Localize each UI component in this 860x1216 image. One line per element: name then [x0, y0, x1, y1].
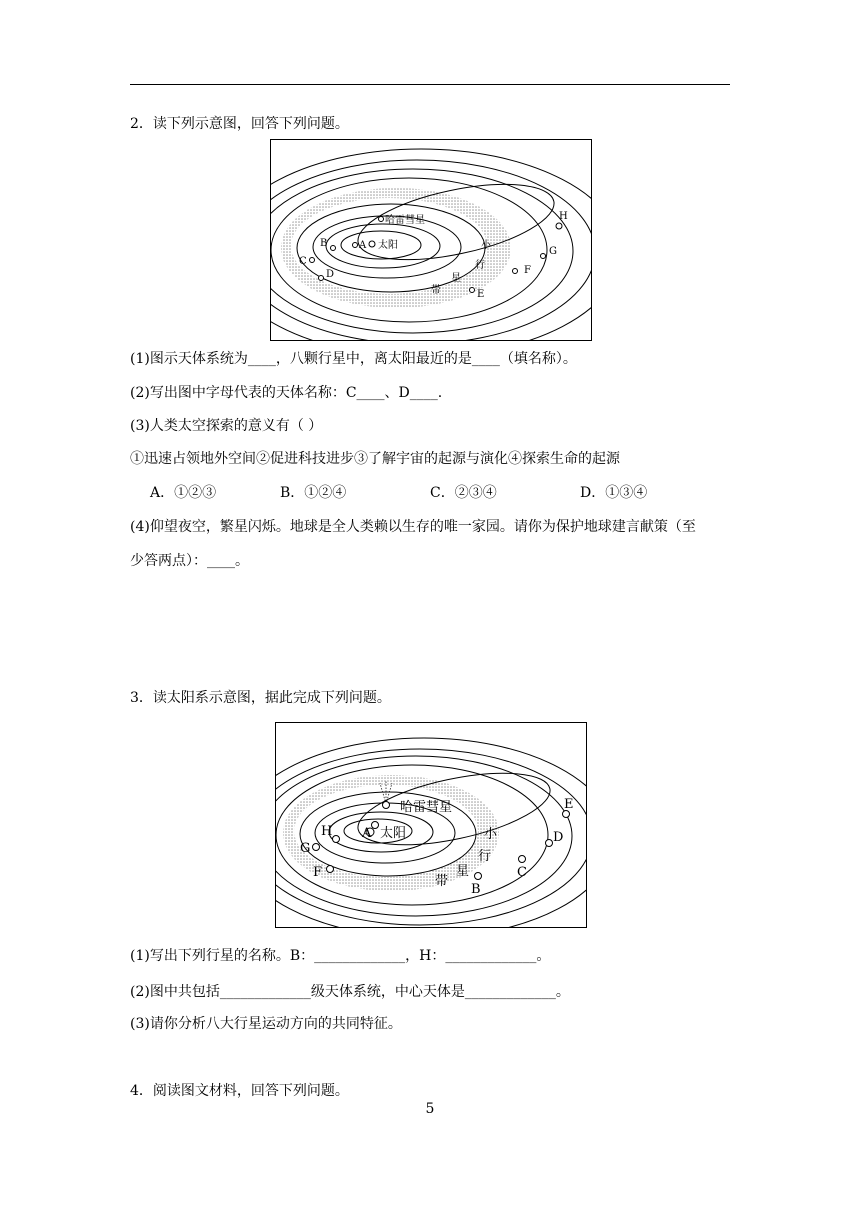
q2-part2: (2)写出图中字母代表的天体名称：C____、D____.	[130, 385, 443, 401]
planet-a	[372, 822, 379, 829]
label-g: G	[549, 246, 557, 257]
label-d: D	[326, 269, 335, 280]
q2-title: 2．读下列示意图，回答下列问题。	[130, 116, 349, 132]
q2-option-d[interactable]: D．①③④	[580, 485, 648, 501]
label-g: G	[300, 841, 311, 856]
q2-part3: (3)人类太空探索的意义有（ ）	[130, 418, 323, 434]
planet-d	[546, 840, 553, 847]
planet-g	[541, 254, 546, 259]
q2-part4-line1: (4)仰望夜空，繁星闪烁。地球是全人类赖以生存的唯一家园。请你为保护地球建言献策（至	[130, 519, 696, 535]
q3-part2: (2)图中共包括_____________级天体系统，中心天体是_____________。	[130, 984, 570, 1000]
label-e: E	[564, 797, 574, 812]
planet-a	[353, 243, 358, 248]
halley-comet	[379, 217, 384, 222]
label-f: F	[524, 265, 531, 276]
sun-label: 太阳	[380, 826, 407, 841]
label-h: H	[559, 211, 568, 222]
planet-h	[556, 223, 562, 229]
planet-f	[327, 866, 334, 873]
sun-label: 太阳	[378, 240, 398, 251]
q2-option-a[interactable]: A．①②③	[150, 485, 217, 501]
belt-label: 带	[431, 285, 441, 296]
belt-label: 行	[478, 849, 492, 864]
planet-c	[310, 258, 315, 263]
q3-part3: (3)请你分析八大行星运动方向的共同特征。	[130, 1016, 402, 1032]
sun-icon	[369, 241, 375, 247]
planet-g	[313, 844, 320, 851]
label-d: D	[553, 830, 564, 845]
planet-d	[319, 276, 324, 281]
belt-label: 星	[451, 273, 461, 284]
planet-f	[513, 269, 518, 274]
halley-comet	[383, 802, 390, 809]
q2-part4-line2: 少答两点）：____。	[130, 553, 249, 569]
label-e: E	[477, 289, 485, 300]
q4-title: 4．阅读图文材料，回答下列问题。	[130, 1083, 349, 1099]
belt-label: 小	[484, 827, 498, 842]
q2-option-b[interactable]: B．①②④	[280, 485, 347, 501]
planet-c	[519, 856, 526, 863]
label-a: A	[359, 240, 367, 251]
q3-part1: (1)写出下列行星的名称。B：_____________，H：_____________。	[130, 948, 551, 964]
belt-label: 带	[435, 874, 449, 889]
planet-h	[333, 836, 340, 843]
q2-part1: (1)图示天体系统为____，八颗行星中，离太阳最近的是____（填名称）。	[130, 351, 577, 367]
label-c: C	[517, 865, 527, 880]
q2-part3-items: ①迅速占领地外空间②促进科技进步③了解宇宙的起源与演化④探索生命的起源	[130, 451, 620, 467]
q3-solar-system-diagram	[276, 723, 586, 927]
planet-b	[331, 246, 336, 251]
belt-label: 星	[456, 864, 470, 879]
header-rule	[130, 84, 730, 85]
planet-b	[475, 873, 482, 880]
q3-title: 3．读太阳系示意图，据此完成下列问题。	[130, 690, 391, 706]
label-h: H	[321, 824, 333, 839]
label-c: C	[299, 256, 307, 267]
label-a: A	[362, 826, 372, 841]
planet-e	[470, 288, 475, 293]
comet-label: 哈雷彗星	[385, 215, 425, 226]
label-b: B	[320, 238, 328, 249]
comet-label: 哈雷彗星	[400, 800, 453, 815]
q3-solar-system-figure	[275, 722, 587, 928]
page-number: 5	[425, 1101, 435, 1117]
q2-solar-system-diagram	[271, 140, 591, 340]
belt-label: 行	[475, 260, 485, 271]
label-f: F	[313, 865, 323, 880]
label-b: B	[471, 882, 481, 897]
belt-label: 小	[481, 240, 491, 251]
q2-solar-system-figure	[270, 139, 592, 341]
q2-option-c[interactable]: C．②③④	[430, 485, 497, 501]
